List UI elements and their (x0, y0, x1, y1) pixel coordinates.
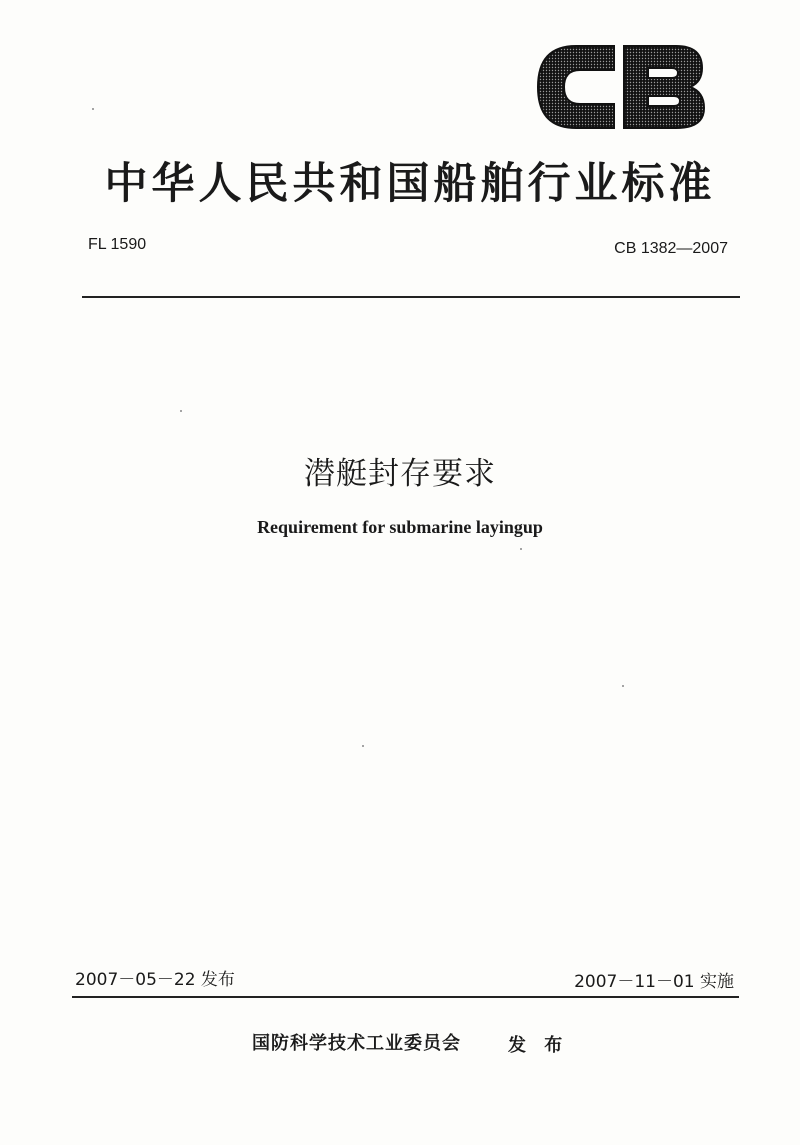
scan-speck (520, 548, 522, 550)
classification-code: FL 1590 (88, 236, 147, 253)
scan-speck (362, 745, 364, 747)
issue-date: 2007－05－22 发布 (75, 970, 235, 990)
scan-speck (622, 685, 624, 687)
standard-number: CB 1382—2007 (614, 240, 728, 257)
header-divider (82, 296, 740, 298)
scan-speck (92, 108, 94, 110)
standard-category-title: 中华人民共和国船舶行业标准 (104, 159, 716, 209)
document-title-chinese: 潜艇封存要求 (304, 456, 496, 492)
cb-logo (536, 42, 706, 132)
publisher-name: 国防科学技术工业委员会 (252, 1033, 461, 1054)
scan-speck (180, 410, 182, 412)
footer-divider (72, 996, 739, 998)
implementation-date: 2007－11－01 实施 (574, 972, 734, 992)
document-title-english: Requirement for submarine layingup (257, 517, 543, 537)
publish-label: 发 布 (508, 1035, 569, 1056)
